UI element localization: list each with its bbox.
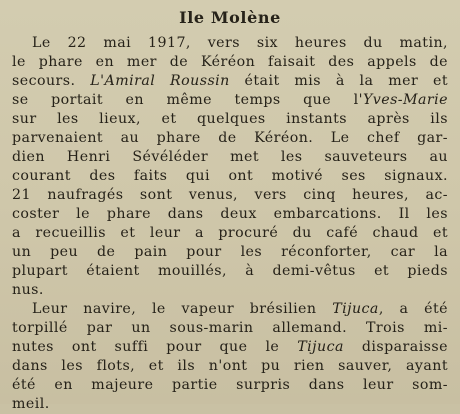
italic-text: Tijuca <box>332 301 379 317</box>
text-line <box>12 91 448 110</box>
text-line <box>12 281 448 300</box>
text-segment: nutes ont suffi pour que le <box>12 339 298 355</box>
text-line <box>12 300 448 319</box>
text-line <box>12 53 448 72</box>
text-line <box>12 186 448 205</box>
text-line <box>12 129 448 148</box>
text-line <box>12 395 448 414</box>
article-body <box>12 34 448 414</box>
text-segment: a recueillis et leur a procuré du café chaud et <box>12 225 448 241</box>
article-title: Ile Molène <box>179 8 281 27</box>
text-line <box>12 167 448 186</box>
text-segment: courant des faits qui ont motivé ses signaux. <box>12 168 448 184</box>
text-segment: torpillé par un sous-marin allemand. Trois mi- <box>12 320 448 336</box>
text-segment: été en majeure partie surpris dans leur som- <box>12 377 448 393</box>
italic-text: Yves-Marie <box>362 92 448 108</box>
text-line <box>12 34 448 53</box>
text-line <box>12 72 448 91</box>
text-segment: meil. <box>12 396 50 412</box>
text-segment: disparaisse <box>343 339 448 355</box>
text-segment: plupart étaient mouillés, à demi-vêtus et pieds <box>12 263 448 279</box>
text-segment: était mis à la mer et <box>229 73 448 89</box>
text-segment: dans les flots, et ils n'ont pu rien sauver, ayant <box>12 358 448 374</box>
text-segment: 21 naufragés sont venus, vers cinq heures, ac- <box>12 187 448 203</box>
text-segment: parvenaient au phare de Kéréon. Le chef gar- <box>12 130 448 146</box>
text-segment: Leur navire, le vapeur brésilien <box>32 301 333 317</box>
text-segment: nus. <box>12 282 44 298</box>
italic-text: Tijuca <box>297 339 344 355</box>
text-line <box>12 148 448 167</box>
article-paragraph <box>12 34 448 300</box>
text-line <box>12 205 448 224</box>
text-line <box>12 319 448 338</box>
text-line <box>12 243 448 262</box>
text-segment: le phare en mer de Kéréon faisait des appels de <box>12 54 448 70</box>
text-segment: secours. <box>12 73 91 89</box>
text-line <box>12 110 448 129</box>
text-segment: un peu de pain pour les réconforter, car la <box>12 244 448 260</box>
text-line <box>12 224 448 243</box>
text-segment: sur les lieux, et quelques instants après ils <box>12 111 448 127</box>
italic-text: L'Amiral Roussin <box>90 73 230 89</box>
text-line <box>12 338 448 357</box>
text-segment: , a été <box>378 301 448 317</box>
text-line <box>12 357 448 376</box>
text-line <box>12 376 448 395</box>
text-segment: Le 22 mai 1917, vers six heures du matin, <box>32 35 448 51</box>
text-segment: coster le phare dans deux embarcations. Il les <box>12 206 448 222</box>
text-segment: dien Henri Sévéléder met les sauveteurs au <box>12 149 448 165</box>
text-line <box>12 262 448 281</box>
text-segment: se portait en même temps que l' <box>12 92 363 108</box>
article-paragraph <box>12 300 448 414</box>
